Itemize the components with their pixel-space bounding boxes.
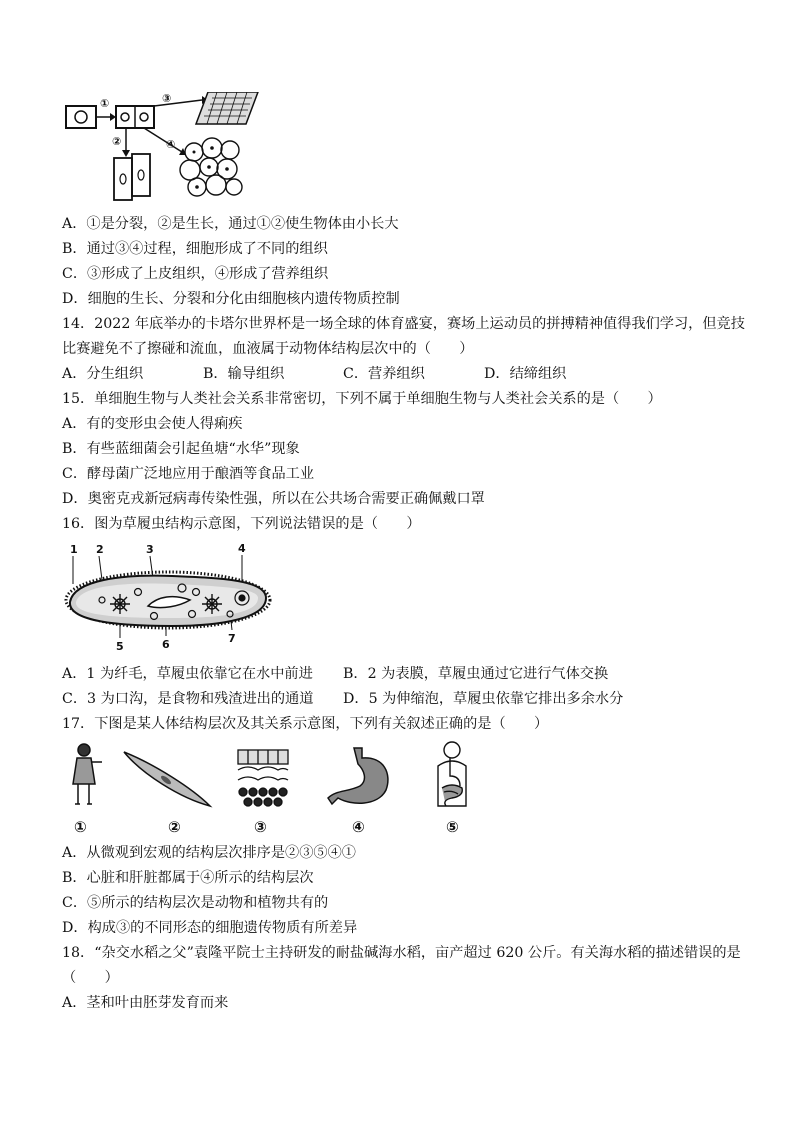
q17-option-a: A．从微观到宏观的结构层次排序是②③⑤④①: [62, 845, 356, 861]
label-2: ②: [112, 135, 122, 148]
label-3: ③: [254, 818, 267, 836]
stomach-icon: [328, 748, 388, 804]
paramecium-figure: [62, 540, 282, 652]
q14-option-c: C．营养组织: [343, 366, 425, 382]
person-icon: [73, 744, 102, 804]
q15-option-a: A．有的变形虫会使人得痢疾: [62, 416, 243, 432]
q13-option-b: B．通过③④过程，细胞形成了不同的组织: [62, 241, 328, 257]
label-3: 3: [146, 543, 154, 556]
label-2: 2: [96, 543, 104, 556]
label-2: ②: [168, 818, 181, 836]
q15-option-d: D．奥密克戎新冠病毒传染性强，所以在公共场合需要正确佩戴口罩: [62, 491, 485, 507]
label-4: ④: [166, 138, 176, 151]
body-structure-levels-figure: [62, 740, 482, 836]
q18-stem-line2: （ ）: [62, 970, 119, 986]
q14-option-d: D．结缔组织: [484, 366, 567, 382]
label-3: ③: [162, 92, 172, 105]
label-5: 5: [116, 640, 124, 652]
label-4: 4: [238, 542, 246, 555]
q18-option-a: A．茎和叶由胚芽发育而来: [62, 995, 229, 1011]
q15-option-b: B．有些蓝细菌会引起鱼塘“水华”现象: [62, 441, 300, 457]
q17-option-c: C．⑤所示的结构层次是动物和植物共有的: [62, 895, 329, 911]
label-7: 7: [228, 632, 236, 645]
q14-stem-line1: 14．2022 年底举办的卡塔尔世界杯是一场全球的体育盛宴，赛场上运动员的拼搏精神值得我们学习，但竞技: [62, 316, 745, 332]
q17-option-b: B．心脏和肝脏都属于④所示的结构层次: [62, 870, 314, 886]
q15-stem: 15．单细胞生物与人类社会关系非常密切，下列不属于单细胞生物与人类社会关系的是（ ）: [62, 391, 662, 407]
label-4: ④: [352, 818, 365, 836]
label-5: ⑤: [446, 818, 459, 836]
digestive-system-icon: [438, 742, 466, 806]
label-6: 6: [162, 638, 170, 651]
label-1: ①: [74, 818, 87, 836]
q14-option-a: A．分生组织: [62, 366, 144, 382]
q16-option-d: D．5 为伸缩泡，草履虫依靠它排出多余水分: [343, 691, 624, 707]
tissue-icon: [238, 750, 288, 806]
q16-option-c: C．3 为口沟，是食物和残渣进出的通道: [62, 691, 314, 707]
q16-option-b: B．2 为表膜，草履虫通过它进行气体交换: [343, 666, 609, 682]
smooth-muscle-cell-icon: [124, 752, 210, 806]
label-1: ①: [100, 97, 110, 110]
q16-stem: 16．图为草履虫结构示意图，下列说法错误的是（ ）: [62, 516, 421, 532]
q13-option-a: A．①是分裂，②是生长，通过①②使生物体由小长大: [62, 216, 399, 232]
q13-option-c: C．③形成了上皮组织，④形成了营养组织: [62, 266, 329, 282]
q14-option-b: B．输导组织: [203, 366, 285, 382]
q13-option-d: D．细胞的生长、分裂和分化由细胞核内遗传物质控制: [62, 291, 400, 307]
label-1: 1: [70, 543, 78, 556]
cell-division-figure: [62, 92, 262, 202]
q17-option-d: D．构成③的不同形态的细胞遗传物质有所差异: [62, 920, 358, 936]
q17-stem: 17．下图是某人体结构层次及其关系示意图，下列有关叙述正确的是（ ）: [62, 716, 549, 732]
q14-stem-line2: 比赛避免不了擦碰和流血，血液属于动物体结构层次中的（ ）: [62, 341, 474, 357]
q18-stem-line1: 18．“杂交水稻之父”袁隆平院士主持研发的耐盐碱海水稻，亩产超过 620 公斤。有关海水稻的描述错误的是: [62, 945, 741, 961]
q15-option-c: C．酵母菌广泛地应用于酿酒等食品工业: [62, 466, 315, 482]
q16-option-a: A．1 为纤毛，草履虫依靠它在水中前进: [62, 666, 313, 682]
